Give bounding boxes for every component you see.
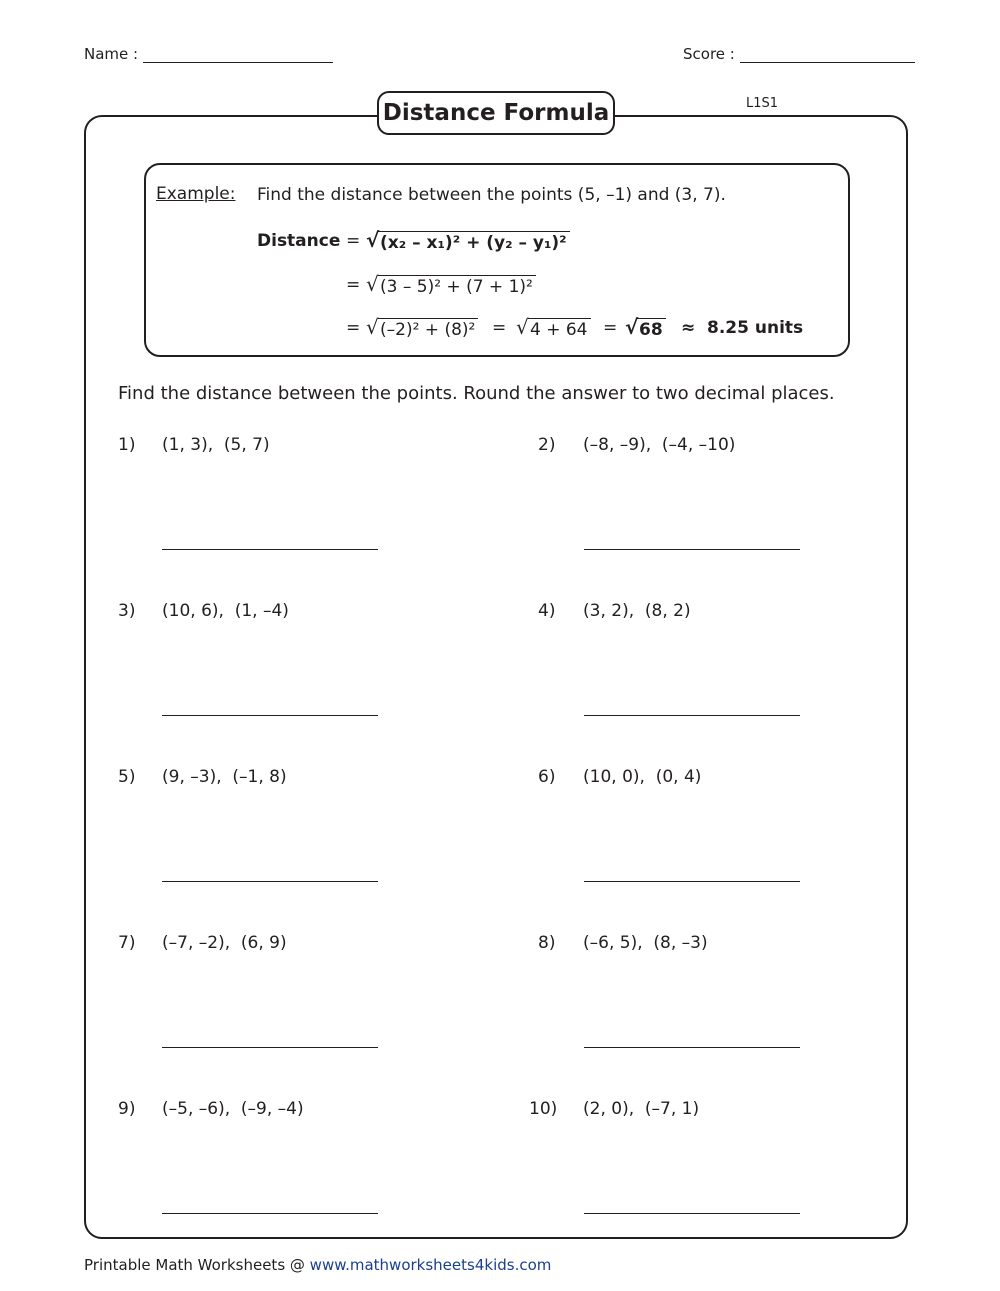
step3b-text: 4 + 64 [528,318,591,340]
approx-symbol: ≈ [681,318,696,338]
equals-1: = [346,231,361,251]
problem-number: 8) [538,933,556,953]
problem-points: (–5, –6), (–9, –4) [162,1099,304,1119]
worksheet-code: L1S1 [746,96,779,111]
problem-points: (–8, –9), (–4, –10) [583,435,736,455]
answer-line[interactable] [584,1047,800,1048]
score-field[interactable] [683,44,915,63]
distance-label: Distance [257,231,341,251]
problem-number: 5) [118,767,136,787]
problem-number: 3) [118,601,136,621]
answer-line[interactable] [162,1047,378,1048]
problem-number: 1) [118,435,136,455]
example-prompt: Find the distance between the points (5, –1) and (3, 7). [257,185,726,205]
footer-text: Printable Math Worksheets @ [84,1256,310,1274]
problem-points: (–7, –2), (6, 9) [162,933,287,953]
formula-radical [366,228,570,253]
footer-link[interactable]: www.mathworksheets4kids.com [309,1256,552,1274]
name-line[interactable] [143,44,333,63]
problem-points: (9, –3), (–1, 8) [162,767,287,787]
equals-4: = [492,318,507,338]
answer-line[interactable] [162,715,378,716]
problem-points: (10, 6), (1, –4) [162,601,289,621]
sqrt-icon: √ [625,315,639,339]
page-title: Distance Formula [377,91,615,135]
equals-5: = [603,318,618,338]
problem-points: (2, 0), (–7, 1) [583,1099,700,1119]
problem-number: 4) [538,601,556,621]
name-field[interactable] [84,44,333,63]
step3a-text: (–2)² + (8)² [378,318,478,340]
sqrt-icon: √ [366,272,379,296]
score-line[interactable] [740,44,915,63]
equals-2: = [346,275,361,295]
step3-radical-b [516,315,591,340]
example-result: 8.25 units [707,318,804,338]
answer-line[interactable] [162,1213,378,1214]
answer-line[interactable] [584,549,800,550]
problem-number: 6) [538,767,556,787]
answer-line[interactable] [162,549,378,550]
problem-number: 10) [529,1099,558,1119]
sqrt-icon: √ [366,315,379,339]
step3c-text: 68 [637,318,666,340]
problem-points: (3, 2), (8, 2) [583,601,691,621]
name-label: Name : [84,45,139,63]
problem-number: 7) [118,933,136,953]
answer-line[interactable] [584,715,800,716]
step2-radical [366,272,536,297]
footer [84,1256,551,1274]
formula-text: (x₂ – x₁)² + (y₂ – y₁)² [378,231,570,253]
problem-number: 9) [118,1099,136,1119]
sqrt-icon: √ [516,315,529,339]
equals-3: = [346,318,361,338]
problem-number: 2) [538,435,556,455]
problem-points: (–6, 5), (8, –3) [583,933,708,953]
answer-line[interactable] [162,881,378,882]
score-label: Score : [683,45,735,63]
step3-radical-c [625,315,666,340]
problem-points: (1, 3), (5, 7) [162,435,270,455]
answer-line[interactable] [584,1213,800,1214]
step2-text: (3 – 5)² + (7 + 1)² [378,275,536,297]
problem-points: (10, 0), (0, 4) [583,767,702,787]
step3-radical-a [366,315,478,340]
answer-line[interactable] [584,881,800,882]
instructions: Find the distance between the points. Round the answer to two decimal places. [118,383,835,404]
sqrt-icon: √ [366,228,380,252]
example-label: Example: [156,184,236,204]
